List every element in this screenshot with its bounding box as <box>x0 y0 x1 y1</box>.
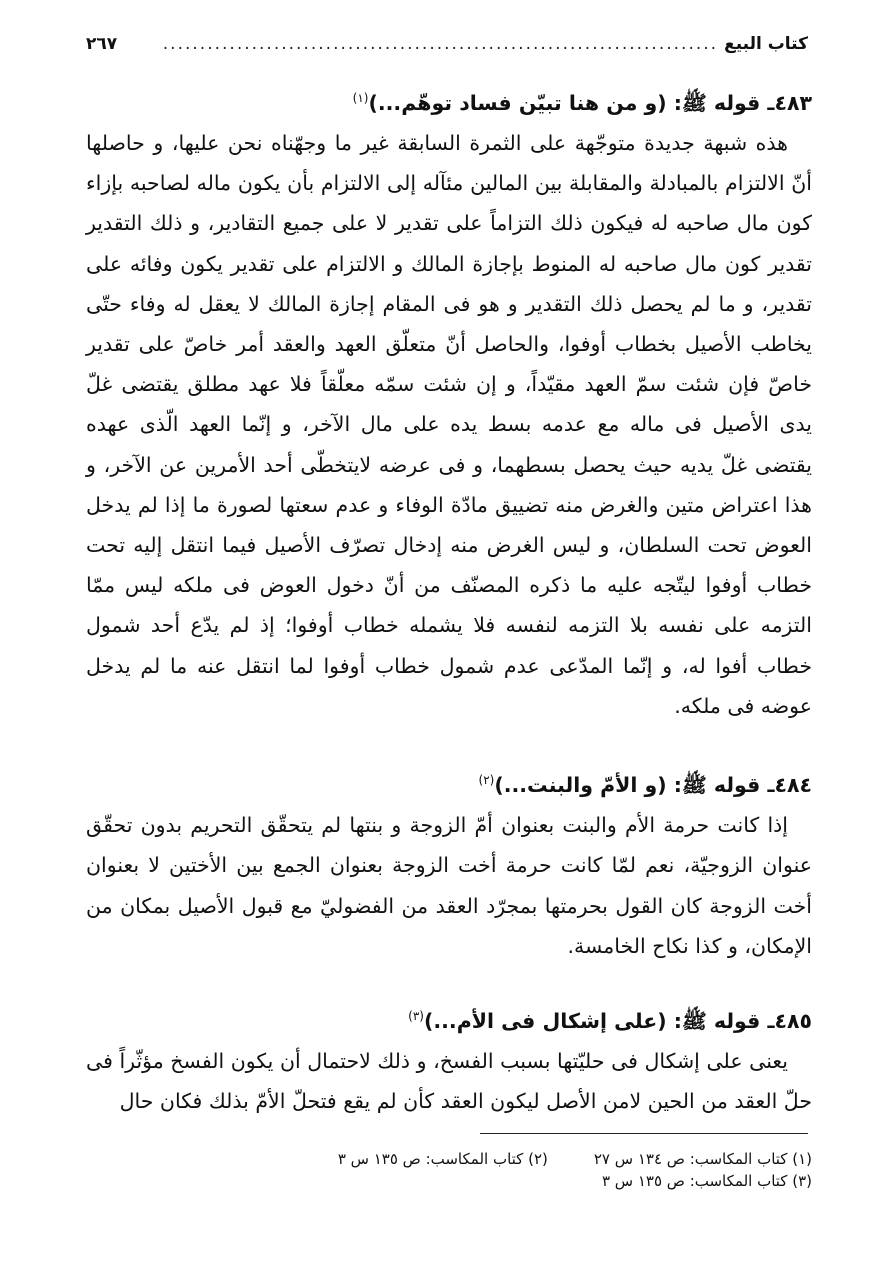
section-number: ٤٨٤ <box>774 772 812 797</box>
running-header <box>86 34 808 62</box>
page-number: ٢٦٧ <box>86 34 118 54</box>
section-paragraph-484: إذا كانت حرمة الأم والبنت بعنوان أمّ الزوجة و بنتها لم يتحقّق التحريم بدون تحقّق عنوان الزوجيّة، نعم لمّا كانت حرمة أخت الزوجة بعنوان الجمع بين الأختين لا بعنوان أخت الزوجة كان القول بحرمتها بمجرّد العقد من الفضوليّ مع قبول الأصيل بمكان من الإمكان، و كذا نكاح الخامسة. <box>86 813 812 958</box>
section-heading-text: ـ قوله ﷺ: (و الأمّ والبنت...) <box>494 772 775 797</box>
section-number: ٤٨٣ <box>774 90 812 115</box>
footnote-3: (٣) كتاب المكاسب: ص ١٣٥ س ٣ <box>601 1172 812 1190</box>
section-heading-484 <box>86 760 812 805</box>
body-text <box>86 78 812 1121</box>
section-heading-text: ـ قوله ﷺ: (على إشكال فى الأم...) <box>423 1008 775 1033</box>
footnote-1: (١) كتاب المكاسب: ص ١٣٤ س ٢٧ <box>593 1150 812 1168</box>
section-paragraph-485: يعنى على إشكال فى حليّتها بسبب الفسخ، و ذلك لاحتمال أن يكون الفسخ مؤثّراً فى حلّ العقد من الحين لامن الأصل ليكون العقد كأن لم يقع فتحلّ الأمّ بذلك فكان حال <box>86 1048 812 1114</box>
footnote-2: (٢) كتاب المكاسب: ص ١٣٥ س ٣ <box>337 1150 548 1168</box>
footnotes <box>190 1148 812 1192</box>
section-heading-483 <box>86 78 812 123</box>
footnote-divider <box>480 1133 808 1134</box>
dot-leader: ........................................................................... <box>162 34 719 54</box>
section-heading-text: ـ قوله ﷺ: (و من هنا تبيّن فساد توهّم...) <box>368 90 775 115</box>
footnote-ref: (١) <box>352 91 369 105</box>
section-number: ٤٨٥ <box>774 1008 812 1033</box>
book-title: كتاب البيع <box>724 34 808 54</box>
section-heading-485 <box>86 996 812 1041</box>
section-paragraph-483: هذه شبهة جديدة متوجّهة على الثمرة السابقة غير ما وجهّناه نحن عليها، و حاصلها أنّ الالتزام بالمبادلة والمقابلة بين المالين مئآله إلى الالتزام بأن يكون ماله لصاحبه بإزاء كون مال صاحبه له فيكون ذلك التزاماً على تقدير لا على جميع التقادير، و ذلك التقدير تقدير كون مال صاحبه له المنوط بإجازة المالك و الالتزام على تقدير يكون وفائه على تقدير، و ما لم يحصل ذلك التقدير و هو فى المقام إجازة المالك لا يعقل له وفاء حتّى يخاطب الأصيل بخطاب أوفوا، والحاصل أنّ متعلّق العهد والعقد أمر خاصّ على تقدير خاصّ فإن شئت سمّ العهد مقيّداً، و إن شئت سمّه معلّقاً فلا عهد مطلق يقتضى غلّ يدى الأصيل فى ماله مع عدمه بسط يده على مال الآخر، و إنّما العهد الّذى عهده يقتضى غلّ يديه حيث يحصل بسطهما، و فى عرضه لايتخطّى أحد الأمرين عن الآخر، و هذا اعتراض متين والغرض منه تضييق مادّة الوفاء و عدم سعتها لصورة ما إذا لم يدخل العوض تحت السلطان، و ليس الغرض منه إدخال تصرّف الأصيل فيما انتقل إليه تحت خطاب أوفوا ليتّجه عليه ما ذكره المصنّف من أنّ دخول العوض فى ملكه ليس ممّا التزمه على نفسه بلا التزمه لنفسه فلا يشمله خطاب أوفوا؛ إذ لم يدّع أحد شمول خطاب أفوا له، و إنّما المدّعى عدم شمول خطاب أوفوا لما انتقل عنه ما لم يدخل عوضه فى ملكه. <box>86 131 812 718</box>
footnote-ref: (٢) <box>478 773 495 788</box>
footnote-ref: (٣) <box>408 1008 424 1023</box>
